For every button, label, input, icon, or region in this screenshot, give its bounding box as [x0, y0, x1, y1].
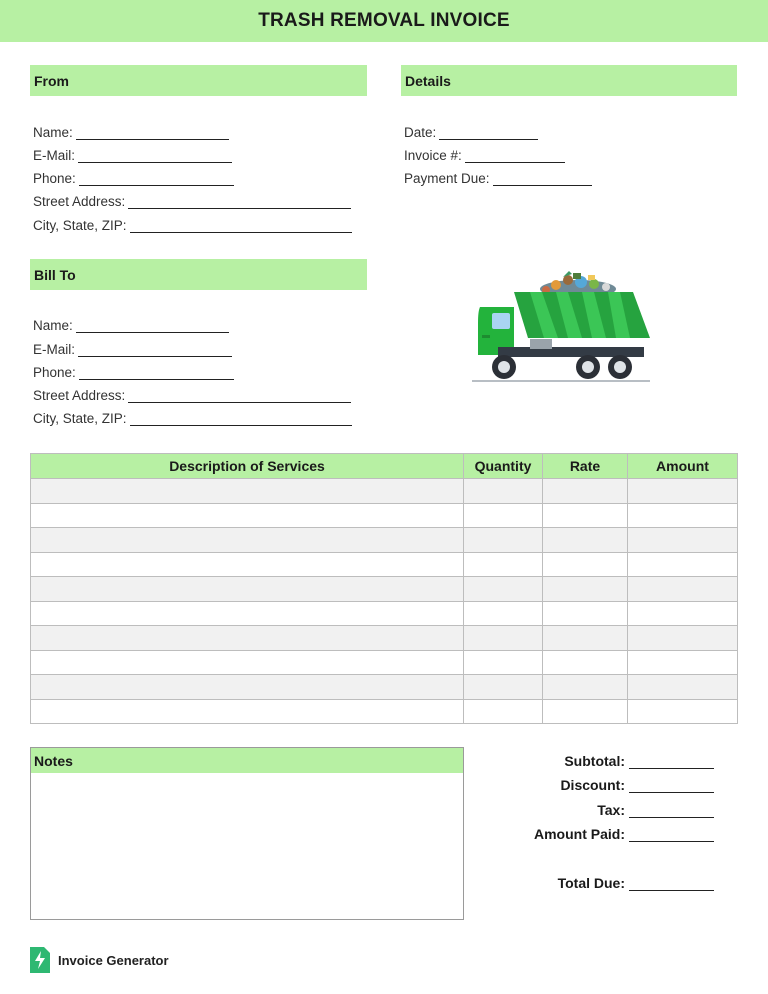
invoice-title: TRASH REMOVAL INVOICE: [258, 10, 510, 31]
from-heading: [30, 65, 367, 96]
description-cell[interactable]: [31, 602, 464, 626]
quantity-cell[interactable]: [464, 700, 543, 724]
rate-cell[interactable]: [543, 577, 628, 601]
ground-line: [472, 380, 650, 382]
amount-cell[interactable]: [628, 651, 737, 675]
truck-wheels: [492, 355, 632, 379]
invoice-number-line[interactable]: [465, 149, 565, 163]
table-row: [31, 478, 737, 503]
bill-phone-field[interactable]: [33, 362, 234, 380]
payment-due-line[interactable]: [493, 172, 592, 186]
description-cell[interactable]: [31, 577, 464, 601]
from-city-line[interactable]: [130, 219, 352, 233]
description-cell[interactable]: [31, 479, 464, 503]
footer: [30, 947, 169, 973]
amount-paid-label: Amount Paid:: [534, 826, 625, 842]
total-due-line[interactable]: [629, 877, 714, 891]
table-row: [31, 674, 737, 699]
amount-paid-field[interactable]: [534, 824, 714, 842]
amount-cell[interactable]: [628, 553, 737, 577]
amount-cell[interactable]: [628, 528, 737, 552]
date-label: Date:: [404, 125, 437, 140]
col-amount: Amount: [656, 458, 709, 474]
invoice-number-label: Invoice #:: [404, 148, 462, 163]
notes-heading: [31, 748, 463, 773]
date-line[interactable]: [439, 126, 538, 140]
rate-cell[interactable]: [543, 675, 628, 699]
subtotal-line[interactable]: [629, 755, 714, 769]
table-row: [31, 552, 737, 577]
discount-line[interactable]: [629, 779, 714, 793]
rate-cell[interactable]: [543, 504, 628, 528]
bill-name-field[interactable]: [33, 315, 229, 333]
bill-city-label: City, State, ZIP:: [33, 411, 127, 426]
quantity-cell[interactable]: [464, 479, 543, 503]
amount-paid-line[interactable]: [629, 828, 714, 842]
bill-street-line[interactable]: [128, 389, 351, 403]
discount-label: Discount:: [560, 777, 625, 793]
amount-cell[interactable]: [628, 504, 737, 528]
lightning-bolt-icon: [30, 947, 50, 973]
col-description: Description of Services: [31, 454, 464, 478]
tax-label: Tax:: [597, 802, 625, 818]
description-cell[interactable]: [31, 626, 464, 650]
from-phone-label: Phone:: [33, 171, 76, 186]
amount-cell[interactable]: [628, 602, 737, 626]
services-table: [30, 453, 738, 724]
amount-cell[interactable]: [628, 675, 737, 699]
rate-cell[interactable]: [543, 651, 628, 675]
notes-heading-label: Notes: [34, 752, 73, 769]
payment-due-label: Payment Due:: [404, 171, 490, 186]
from-phone-line[interactable]: [79, 172, 234, 186]
col-rate: Rate: [543, 454, 628, 478]
details-heading-label: Details: [405, 72, 451, 89]
notes-box[interactable]: [30, 747, 464, 920]
amount-cell[interactable]: [628, 577, 737, 601]
total-due-field[interactable]: [558, 873, 714, 891]
bill-phone-label: Phone:: [33, 365, 76, 380]
bill-to-heading-label: Bill To: [34, 266, 76, 283]
from-phone-field[interactable]: [33, 168, 234, 186]
bill-email-label: E-Mail:: [33, 342, 76, 357]
col-quantity: Quantity: [464, 454, 543, 478]
tax-line[interactable]: [629, 804, 714, 818]
bill-phone-line[interactable]: [79, 366, 234, 380]
invoice-number-field[interactable]: [404, 145, 565, 163]
quantity-cell[interactable]: [464, 504, 543, 528]
payment-due-field[interactable]: [404, 168, 592, 186]
bill-city-line[interactable]: [130, 412, 352, 426]
description-cell[interactable]: [31, 504, 464, 528]
rate-cell[interactable]: [543, 626, 628, 650]
from-heading-label: From: [34, 72, 69, 89]
amount-cell[interactable]: [628, 479, 737, 503]
bill-email-line[interactable]: [78, 343, 232, 357]
description-cell[interactable]: [31, 651, 464, 675]
brand-name: Invoice Generator: [58, 952, 169, 968]
title-bar: [0, 0, 768, 42]
quantity-cell[interactable]: [464, 626, 543, 650]
from-street-field[interactable]: [33, 191, 351, 209]
bill-street-label: Street Address:: [33, 388, 126, 403]
from-street-line[interactable]: [128, 195, 351, 209]
date-field[interactable]: [404, 122, 538, 140]
description-cell[interactable]: [31, 675, 464, 699]
bill-to-heading: [30, 259, 367, 290]
quantity-cell[interactable]: [464, 553, 543, 577]
description-cell[interactable]: [31, 700, 464, 724]
amount-cell[interactable]: [628, 700, 737, 724]
bill-email-field[interactable]: [33, 339, 232, 357]
bill-name-label: Name:: [33, 318, 73, 333]
discount-field[interactable]: [560, 775, 714, 793]
rate-cell[interactable]: [543, 700, 628, 724]
amount-cell[interactable]: [628, 626, 737, 650]
table-row: [31, 699, 737, 724]
bill-city-field[interactable]: [33, 408, 352, 426]
rate-cell[interactable]: [543, 553, 628, 577]
rate-cell[interactable]: [543, 479, 628, 503]
quantity-cell[interactable]: [464, 602, 543, 626]
from-name-line[interactable]: [76, 126, 229, 140]
table-header: [31, 454, 737, 478]
rate-cell[interactable]: [543, 528, 628, 552]
table-row: [31, 601, 737, 626]
from-name-field[interactable]: [33, 122, 229, 140]
from-email-line[interactable]: [78, 149, 232, 163]
from-street-label: Street Address:: [33, 194, 126, 209]
from-name-label: Name:: [33, 125, 73, 140]
description-cell[interactable]: [31, 528, 464, 552]
quantity-cell[interactable]: [464, 651, 543, 675]
garbage-truck-illustration: [468, 265, 654, 387]
details-heading: [401, 65, 737, 96]
quantity-cell[interactable]: [464, 577, 543, 601]
from-email-field[interactable]: [33, 145, 232, 163]
subtotal-field[interactable]: [564, 751, 714, 769]
bill-name-line[interactable]: [76, 319, 229, 333]
from-city-label: City, State, ZIP:: [33, 218, 127, 233]
table-row: [31, 625, 737, 650]
table-row: [31, 527, 737, 552]
table-row: [31, 503, 737, 528]
quantity-cell[interactable]: [464, 675, 543, 699]
total-due-label: Total Due:: [557, 875, 625, 891]
quantity-cell[interactable]: [464, 528, 543, 552]
from-city-field[interactable]: [33, 215, 352, 233]
bill-street-field[interactable]: [33, 385, 351, 403]
subtotal-label: Subtotal:: [564, 753, 625, 769]
from-email-label: E-Mail:: [33, 148, 76, 163]
rate-cell[interactable]: [543, 602, 628, 626]
table-row: [31, 650, 737, 675]
table-row: [31, 576, 737, 601]
tax-field[interactable]: [597, 800, 714, 818]
description-cell[interactable]: [31, 553, 464, 577]
